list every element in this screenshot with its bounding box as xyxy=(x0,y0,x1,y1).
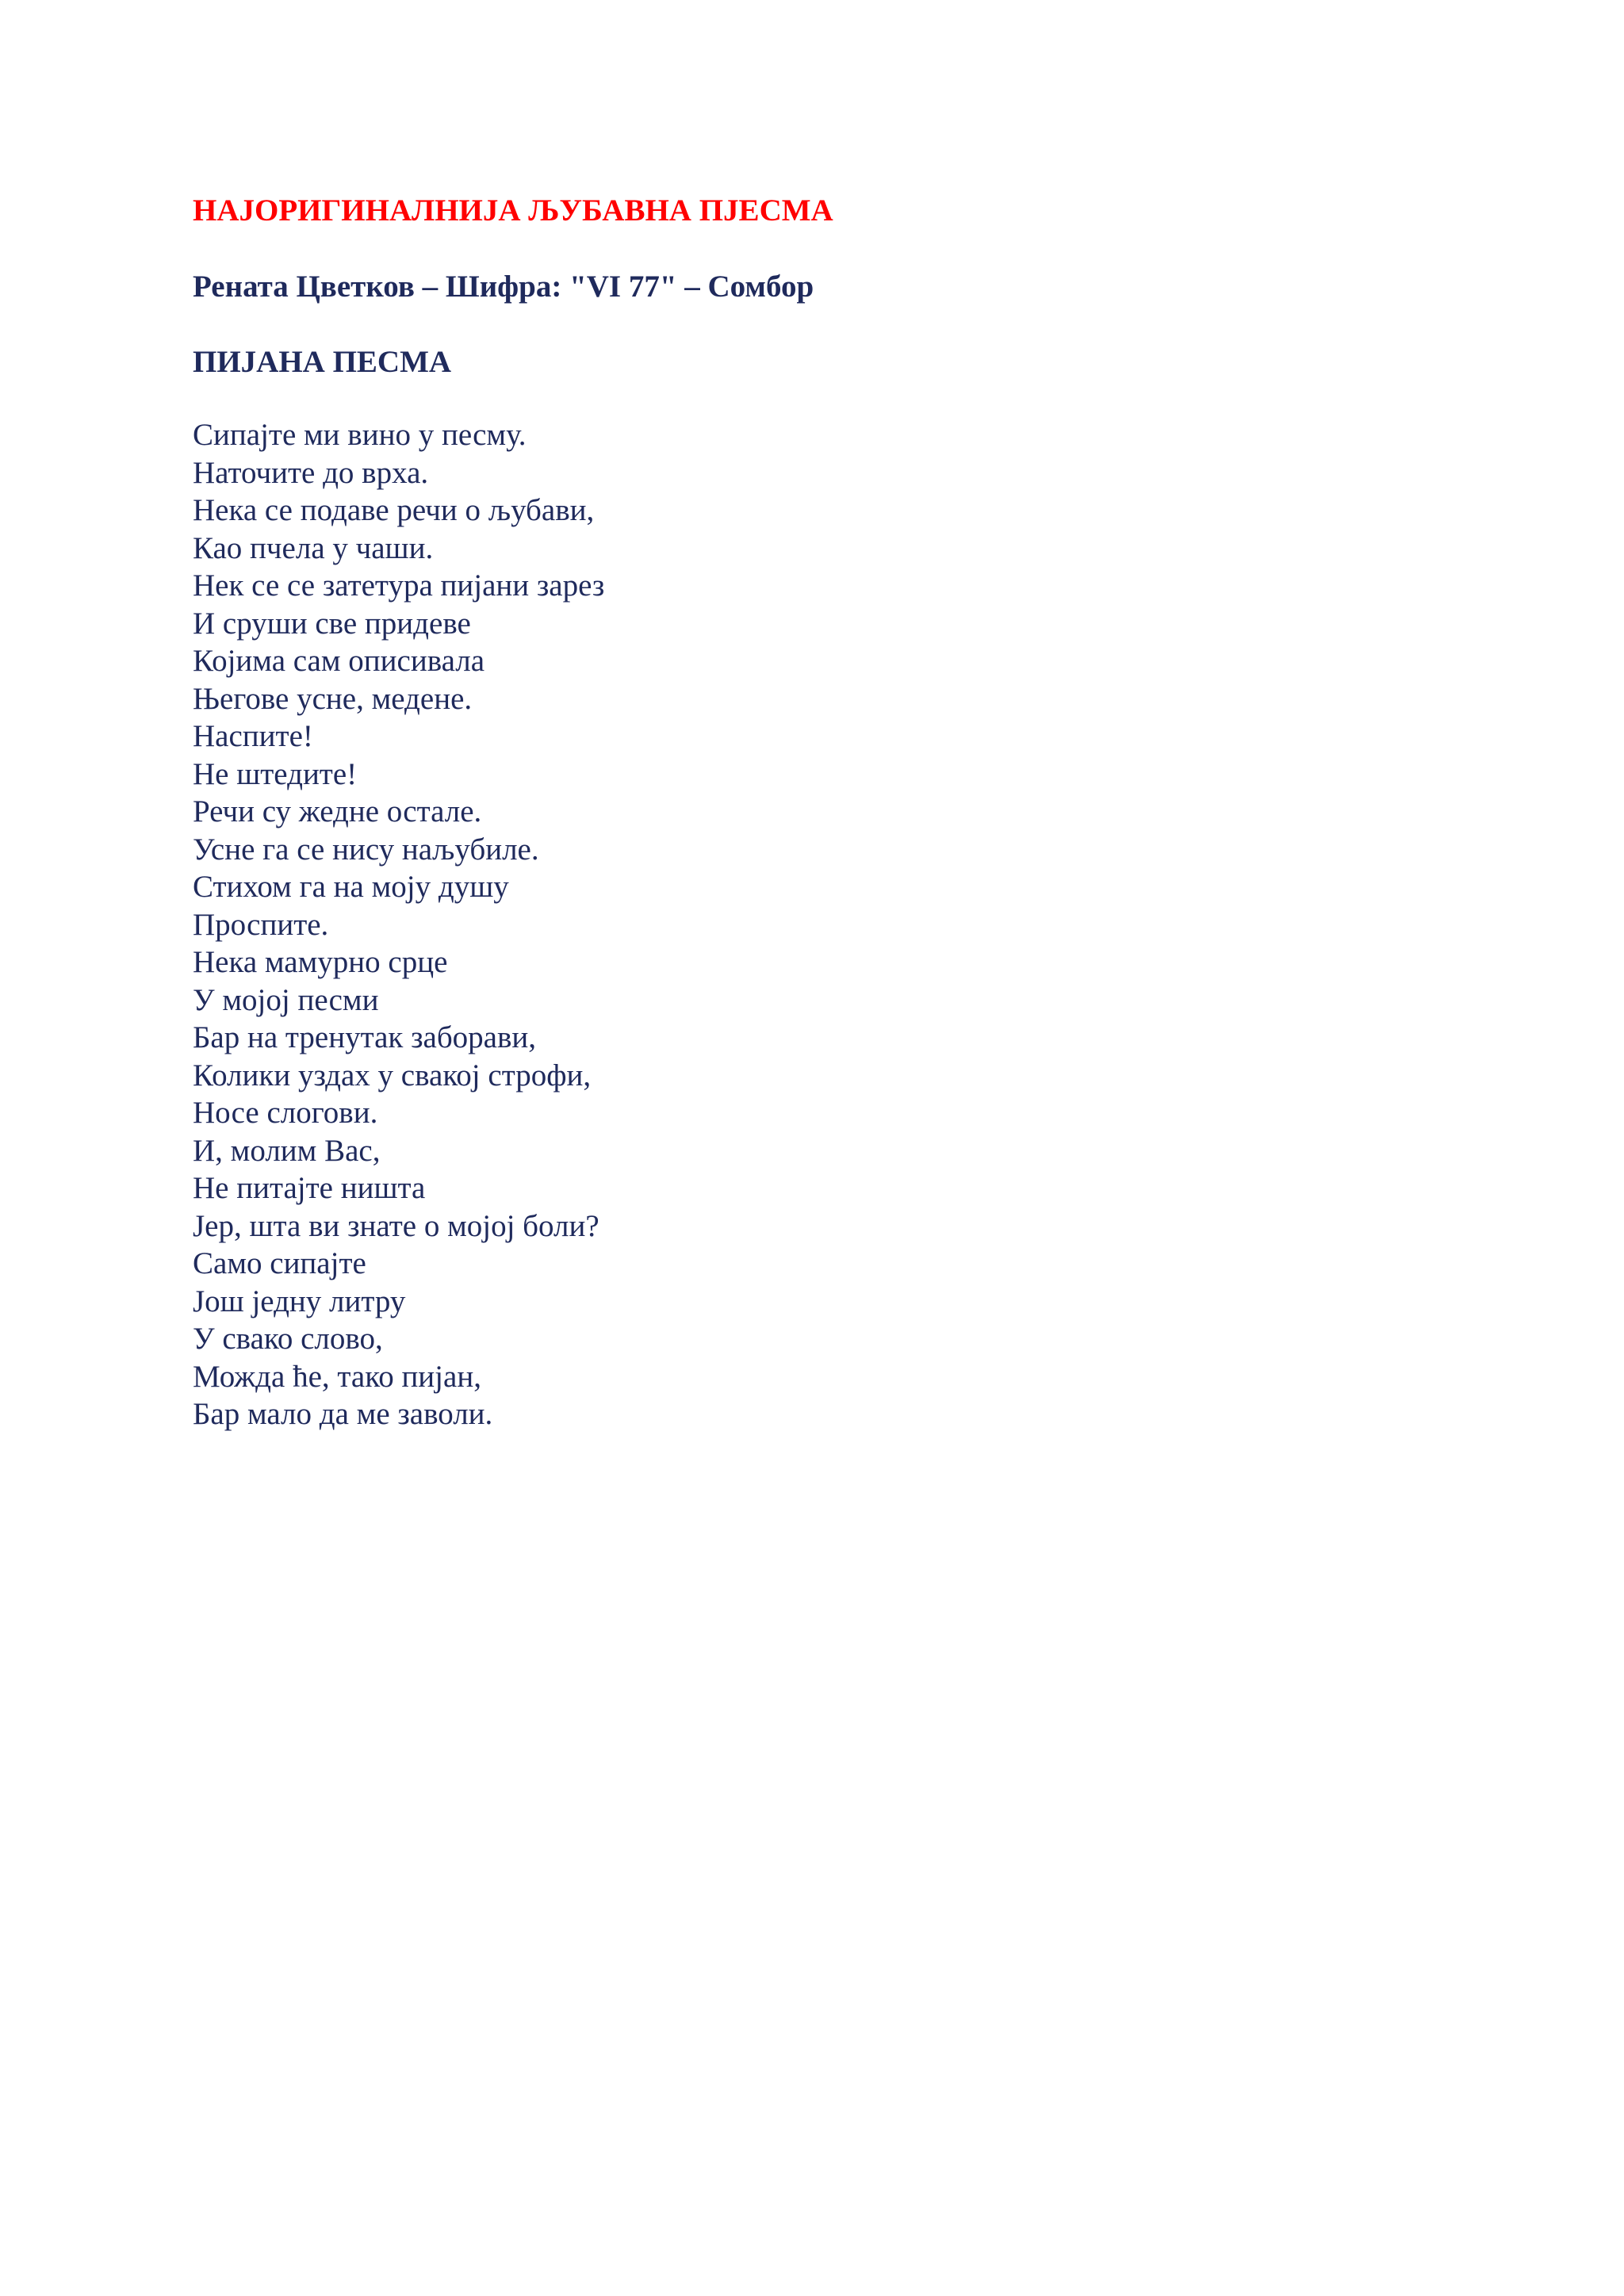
poem-line: У мојој песми xyxy=(193,982,379,1017)
poem-line: Само сипајте xyxy=(193,1246,366,1280)
poem-line: Усне га се нису наљубиле. xyxy=(193,832,539,867)
poem-line: Можда ће, тако пијан, xyxy=(193,1359,481,1394)
poem-title: ПИЈАНА ПЕСМА xyxy=(193,345,452,379)
poem-line: Наточите до врха. xyxy=(193,455,429,490)
author-line: Рената Цветков – Шифра: "VI 77" – Сомбор xyxy=(193,270,814,304)
poem-line: Којима сам описивала xyxy=(193,644,485,678)
document-content xyxy=(193,189,1461,1433)
poem-line: Нека мамурно срце xyxy=(193,945,448,979)
category-heading: НАЈОРИГИНАЛНИЈА ЉУБАВНА ПЈЕСМА xyxy=(193,193,833,228)
poem-line: У свако слово, xyxy=(193,1322,383,1356)
poem-line: Као пчела у чаши. xyxy=(193,530,434,565)
poem-line: Још једну литру xyxy=(193,1284,406,1318)
poem-line: Проспите. xyxy=(193,907,329,942)
poem-line: Јер, шта ви знате о мојој боли? xyxy=(193,1208,599,1243)
poem-line: Његове усне, медене. xyxy=(193,681,473,716)
poem-line: Носе слогови. xyxy=(193,1096,378,1130)
poem-line: И, молим Вас, xyxy=(193,1133,381,1168)
poem-line: Бар на тренутак заборави, xyxy=(193,1020,537,1054)
poem-line: Наспите! xyxy=(193,719,313,753)
poem-line: Нек се се затетура пијани зарез xyxy=(193,568,605,603)
poem-line: Не штедите! xyxy=(193,756,358,791)
poem-body xyxy=(193,416,1461,1433)
poem-line: Стихом га на моју душу xyxy=(193,870,509,904)
poem-line: Не питајте ништа xyxy=(193,1171,426,1205)
poem-line: Речи су жедне остале. xyxy=(193,794,482,828)
poem-line: Сипајте ми вино у песму. xyxy=(193,418,527,452)
poem-line: И сруши све придеве xyxy=(193,606,471,641)
poem-line: Нека се подаве речи о љубави, xyxy=(193,493,595,527)
poem-line: Колики уздах у свакој строфи, xyxy=(193,1058,592,1093)
poem-line: Бар мало да ме заволи. xyxy=(193,1397,493,1431)
